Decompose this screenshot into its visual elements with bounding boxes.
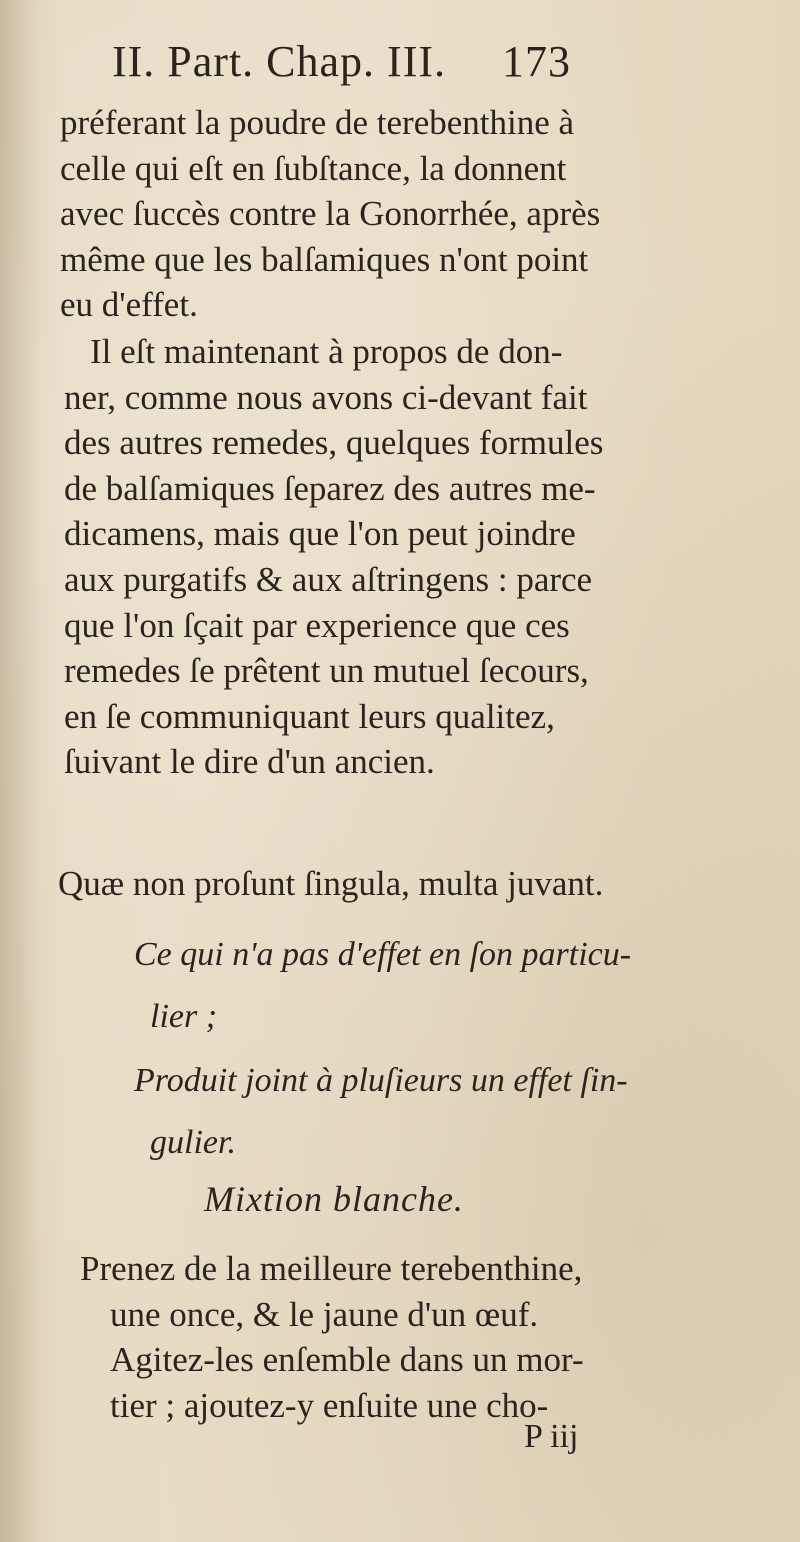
gutter-shadow [0,0,40,1542]
text-line: préferant la poudre de terebenthine à [60,103,575,142]
paragraph-recipe [40,1246,780,1428]
text-line: gulier. [150,1124,236,1161]
recipe-title: Mixtion blanche. [204,1179,464,1219]
text-line: aux purgatifs & aux aſtringens : parce [64,559,593,599]
text-line: ner, comme nous avons ci-devant fait [64,377,588,417]
page-number: 173 [502,37,572,86]
text-line: en ſe communiquant leurs qualitez, [64,696,555,736]
text-line: que l'on ſçait par experience que ces [64,605,570,645]
text-line: avec ſuccès contre la Gonorrhée, après [60,194,601,234]
translation-line-2 [40,1050,780,1174]
text-line: eu d'effet. [60,285,198,325]
signature-mark: P iij [524,1418,579,1455]
text-line: de balſamiques ſeparez des autres me- [64,468,596,508]
text-line: Il eſt maintenant à propos de don- [90,332,563,371]
text-line: une once, & le jaune d'un œuf. [110,1294,539,1334]
translation-line-1 [40,924,780,1048]
text-line: Agitez-les enſemble dans un mor- [110,1340,584,1380]
running-head: II. Part. Chap. III. [112,37,447,86]
text-line: Produit joint à pluſieurs un effet ſin- [134,1062,628,1099]
text-line: ſuivant le dire d'un ancien. [64,742,435,782]
text-line: lier ; [150,998,218,1035]
text-line: Ce qui n'a pas d'effet en ſon particu- [134,936,632,973]
paragraph-balsamic-formulas [40,329,780,785]
text-line: remedes ſe prêtent un mutuel ſecours, [64,651,589,691]
text-line: même que les balſamiques n'ont point [60,239,589,279]
text-line: dicamens, mais que l'on peut joindre [64,514,576,554]
paragraph-continuation [40,100,780,328]
text-line: des autres remedes, quelques formules [64,423,604,463]
text-line: Prenez de la meilleure terebenthine, [80,1249,583,1288]
latin-quote: Quæ non proſunt ſingula, multa juvant. [58,864,604,903]
text-line: celle qui eſt en ſubſtance, la donnent [60,148,567,188]
page-header [112,37,752,86]
text-line: tier ; ajoutez-y enſuite une cho- [110,1385,549,1425]
